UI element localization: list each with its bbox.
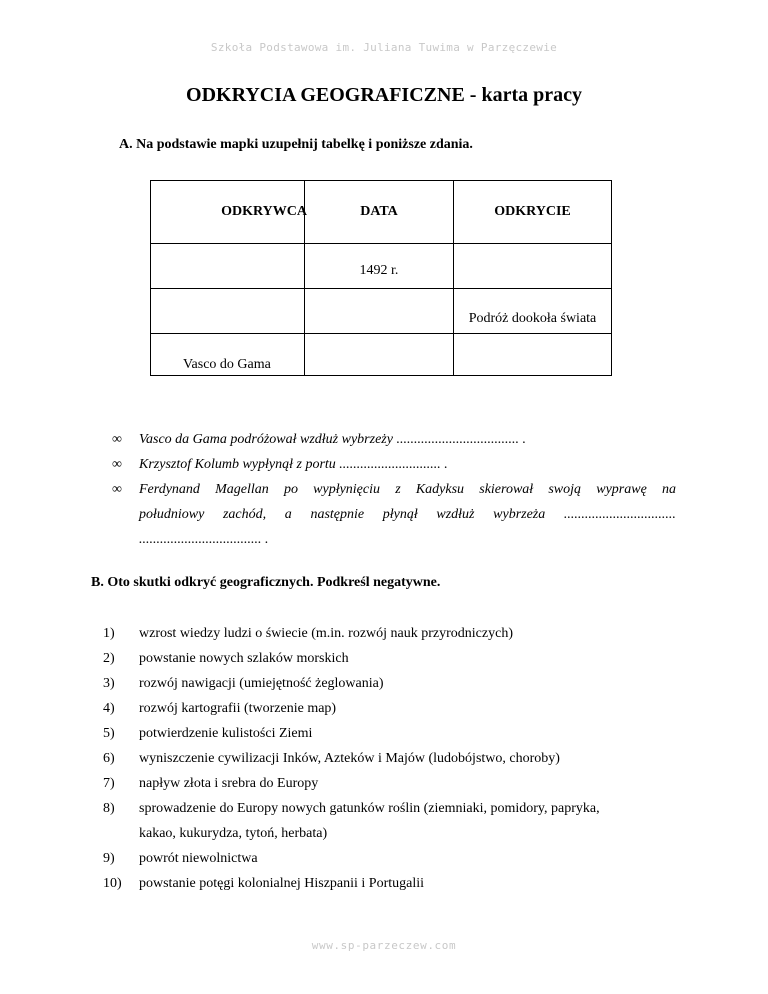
infinity-bullet-icon: ∞ (112, 432, 122, 447)
word: południowy (139, 507, 205, 522)
item-text[interactable]: powstanie potęgi kolonialnej Hiszpanii i Portugalii (139, 876, 425, 891)
bullet-text (139, 482, 676, 498)
table-cell[interactable] (151, 244, 305, 289)
discoveries-table (150, 180, 612, 376)
item-number: 7) (103, 776, 115, 791)
section-a-title: A. Na podstawie mapki uzupełnij tabelkę i poniższe zdania. (119, 137, 473, 152)
item-number: 1) (103, 626, 115, 641)
item-text[interactable]: powrót niewolnictwa (139, 851, 258, 866)
item-number: 8) (103, 801, 115, 816)
item-text[interactable]: potwierdzenie kulistości Ziemi (139, 726, 313, 741)
word: zachód, (222, 507, 267, 522)
bullet-text: Vasco da Gama podróżował wzdłuż wybrzeży ................................... . (139, 432, 526, 447)
table-header-cell: ODKRYWCA (151, 181, 305, 244)
table-cell[interactable] (151, 289, 305, 334)
table-header-row (151, 181, 612, 244)
item-text[interactable]: napływ złota i srebra do Europy (139, 776, 319, 791)
bullet-text (139, 507, 676, 523)
item-text[interactable]: wzrost wiedzy ludzi o świecie (m.in. rozwój nauk przyrodniczych) (139, 626, 513, 641)
table-cell: Vasco do Gama (151, 334, 305, 376)
word: wyprawę (596, 482, 647, 497)
item-number: 5) (103, 726, 115, 741)
item-text[interactable]: rozwój nawigacji (umiejętność żeglowania) (139, 676, 384, 691)
word: po (283, 482, 298, 497)
section-b-title: B. Oto skutki odkryć geograficznych. Podkreśl negatywne. (91, 575, 441, 590)
infinity-bullet-icon: ∞ (112, 457, 122, 472)
item-text[interactable]: rozwój kartografii (tworzenie map) (139, 701, 337, 716)
item-text[interactable]: powstanie nowych szlaków morskich (139, 651, 349, 666)
item-number: 9) (103, 851, 115, 866)
bullet-text: ................................... . (139, 532, 269, 547)
word: Kadyksu (415, 482, 465, 497)
word: wzdłuż (436, 507, 475, 522)
word: a (284, 507, 292, 522)
word: następnie (310, 507, 365, 522)
item-number: 2) (103, 651, 115, 666)
word: wybrzeża (493, 507, 546, 522)
table-cell: 1492 r. (305, 244, 454, 289)
footer-url: www.sp-parzeczew.com (311, 939, 457, 952)
item-text[interactable]: sprowadzenie do Europy nowych gatunków roślin (ziemniaki, pomidory, papryka, (139, 801, 600, 816)
word: wypłynięciu (313, 482, 381, 497)
word: z (395, 482, 401, 497)
item-number: 10) (103, 876, 122, 891)
table-header-cell: ODKRYCIE (454, 181, 612, 244)
word: płynął (382, 507, 418, 522)
table-cell[interactable] (305, 289, 454, 334)
table-header-cell: DATA (305, 181, 454, 244)
school-header: Szkoła Podstawowa im. Juliana Tuwima w Parzęczewie (210, 41, 558, 54)
word: Ferdynand (139, 482, 200, 497)
bullet-text: Krzysztof Kolumb wypłynął z portu ............................. . (139, 457, 448, 472)
word: skierował (479, 482, 534, 497)
table-row (151, 244, 612, 289)
table-cell[interactable] (454, 244, 612, 289)
page-title: ODKRYCIA GEOGRAFICZNE - karta pracy (186, 84, 582, 106)
table-cell[interactable] (454, 334, 612, 376)
word: ................................ (563, 507, 676, 522)
table-cell[interactable] (305, 334, 454, 376)
table-row (151, 334, 612, 376)
item-number: 4) (103, 701, 115, 716)
item-text[interactable]: wyniszczenie cywilizacji Inków, Azteków i Majów (ludobójstwo, choroby) (139, 751, 560, 766)
word: swoją (548, 482, 582, 497)
item-number: 3) (103, 676, 115, 691)
word: Magellan (215, 482, 269, 497)
word: na (661, 482, 676, 497)
infinity-bullet-icon: ∞ (112, 482, 122, 497)
table-cell: Podróż dookoła świata (454, 289, 612, 334)
item-number: 6) (103, 751, 115, 766)
table-row (151, 289, 612, 334)
item-text[interactable]: kakao, kukurydza, tytoń, herbata) (139, 826, 328, 841)
